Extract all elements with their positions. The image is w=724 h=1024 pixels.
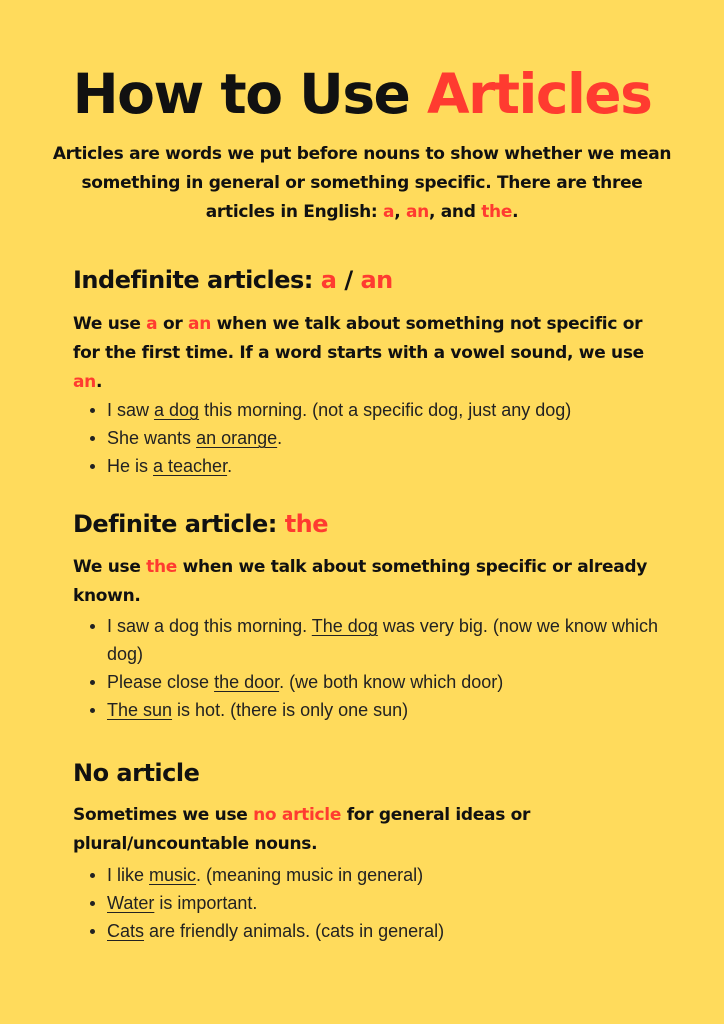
- indefinite-heading: Indefinite articles: a / an: [73, 266, 393, 294]
- list-item: I saw a dog this morning. The dog was very big. (now we know which dog): [85, 612, 665, 668]
- definite-lead: We use the when we talk about something specific or already known.: [73, 557, 648, 606]
- definite-examples: [85, 612, 665, 724]
- list-item: He is a teacher.: [85, 452, 665, 480]
- list-item: Water is important.: [85, 889, 665, 917]
- list-item: Please close the door. (we both know which door): [85, 668, 665, 696]
- article-an: an: [406, 202, 429, 222]
- indefinite-lead: We use a or an when we talk about something not specific or for the first time. If a word starts with a vowel sound, we use an.: [73, 314, 644, 392]
- list-item: I like music. (meaning music in general): [85, 861, 665, 889]
- list-item: She wants an orange.: [85, 424, 665, 452]
- list-item: The sun is hot. (there is only one sun): [85, 696, 665, 724]
- list-item: I saw a dog this morning. (not a specific dog, just any dog): [85, 396, 665, 424]
- definite-heading: Definite article: the: [73, 510, 329, 538]
- no-article-heading: No article: [73, 759, 200, 787]
- page-title: [0, 56, 724, 132]
- title-accent: Articles: [427, 62, 652, 126]
- article-the: the: [481, 202, 513, 222]
- no-article-lead: Sometimes we use no article for general ideas or plural/uncountable nouns.: [73, 805, 531, 854]
- indefinite-examples: [85, 396, 665, 480]
- intro-paragraph: Articles are words we put before nouns to show whether we mean something in general or something specific. There are three articles in English: a, an, and the.: [52, 144, 672, 222]
- title-text: How to Use: [72, 62, 428, 126]
- article-a: a: [383, 202, 395, 222]
- list-item: Cats are friendly animals. (cats in general): [85, 917, 665, 945]
- no-article-examples: [85, 861, 665, 945]
